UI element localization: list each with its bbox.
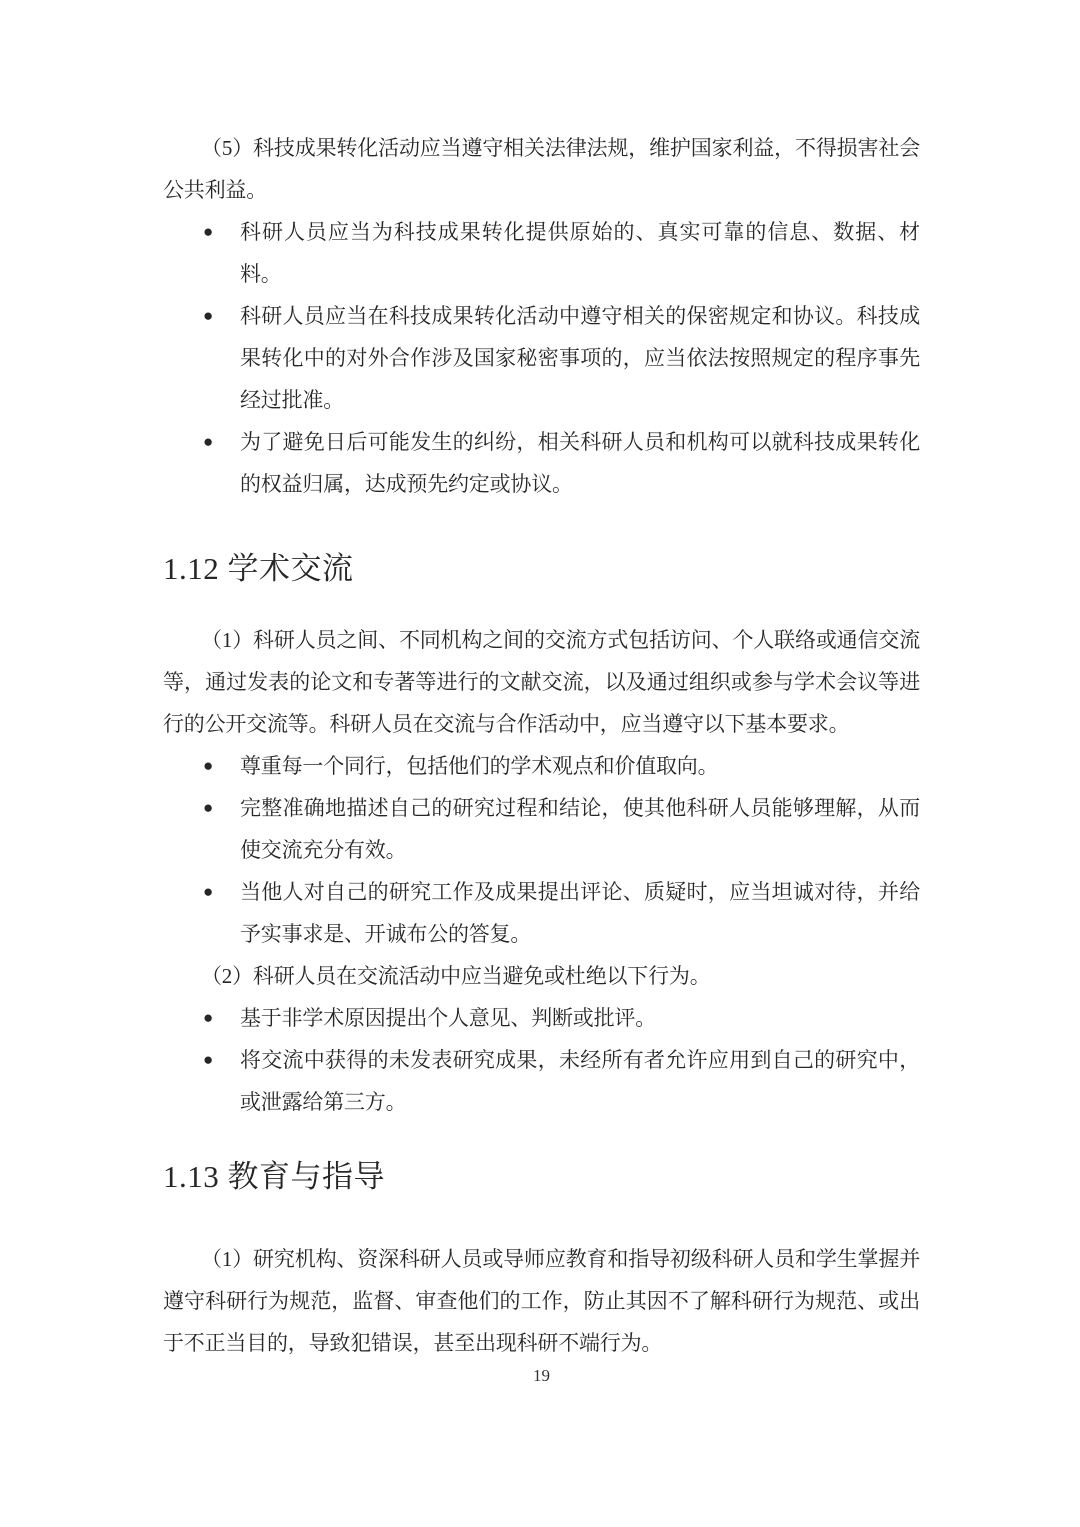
list-item	[163, 1039, 920, 1123]
list-item	[163, 997, 920, 1039]
bullet-icon: ●	[203, 1008, 214, 1027]
list-item-text: 完整准确地描述自己的研究过程和结论，使其他科研人员能够理解，从而使交流充分有效。	[240, 796, 920, 862]
section-heading: 1.13 教育与指导	[163, 1159, 385, 1194]
section-intro	[163, 127, 920, 505]
section-1-12	[163, 547, 920, 1123]
list-item	[163, 787, 920, 871]
paragraph: （1）研究机构、资深科研人员或导师应教育和指导初级科研人员和学生掌握并遵守科研行为规范，监督、审查他们的工作，防止其因不了解科研行为规范、或出于不正当目的，导致犯错误，甚至出现科研不端行为。	[163, 1247, 920, 1355]
bullet-icon: ●	[203, 798, 214, 817]
paragraph: （5）科技成果转化活动应当遵守相关法律法规，维护国家利益，不得损害社会公共利益。	[163, 136, 920, 202]
bullet-icon: ●	[203, 756, 214, 775]
bullet-icon: ●	[203, 432, 214, 451]
page-number: 19	[533, 1366, 550, 1385]
bullet-icon: ●	[203, 306, 214, 325]
bullet-list	[163, 745, 920, 955]
list-item-text: 将交流中获得的未发表研究成果，未经所有者允许应用到自己的研究中，或泄露给第三方。	[240, 1048, 920, 1114]
section-1-13	[163, 1155, 920, 1364]
list-item	[163, 295, 920, 421]
list-item-text: 尊重每一个同行，包括他们的学术观点和价值取向。	[240, 754, 719, 778]
paragraph: （2）科研人员在交流活动中应当避免或杜绝以下行为。	[201, 964, 711, 988]
bullet-list	[163, 211, 920, 505]
bullet-icon: ●	[203, 1050, 214, 1069]
paragraph: （1）科研人员之间、不同机构之间的交流方式包括访问、个人联络或通信交流等，通过发表的论文和专著等进行的文献交流，以及通过组织或参与学术会议等进行的公开交流等。科研人员在交流与合作活动中，应当遵守以下基本要求。	[163, 628, 920, 736]
list-item	[163, 211, 920, 295]
bullet-icon: ●	[203, 222, 214, 241]
list-item	[163, 745, 920, 787]
list-item	[163, 421, 920, 505]
list-item-text: 为了避免日后可能发生的纠纷，相关科研人员和机构可以就科技成果转化的权益归属，达成预先约定或协议。	[240, 430, 920, 496]
section-heading: 1.12 学术交流	[163, 551, 354, 586]
list-item-text: 科研人员应当在科技成果转化活动中遵守相关的保密规定和协议。科技成果转化中的对外合作涉及国家秘密事项的，应当依法按照规定的程序事先经过批准。	[240, 304, 920, 412]
list-item-text: 基于非学术原因提出个人意见、判断或批评。	[240, 1006, 656, 1030]
list-item	[163, 871, 920, 955]
bullet-list	[163, 997, 920, 1123]
bullet-icon: ●	[203, 882, 214, 901]
list-item-text: 当他人对自己的研究工作及成果提出评论、质疑时，应当坦诚对待，并给予实事求是、开诚布公的答复。	[240, 880, 920, 946]
list-item-text: 科研人员应当为科技成果转化提供原始的、真实可靠的信息、数据、材料。	[240, 220, 920, 286]
